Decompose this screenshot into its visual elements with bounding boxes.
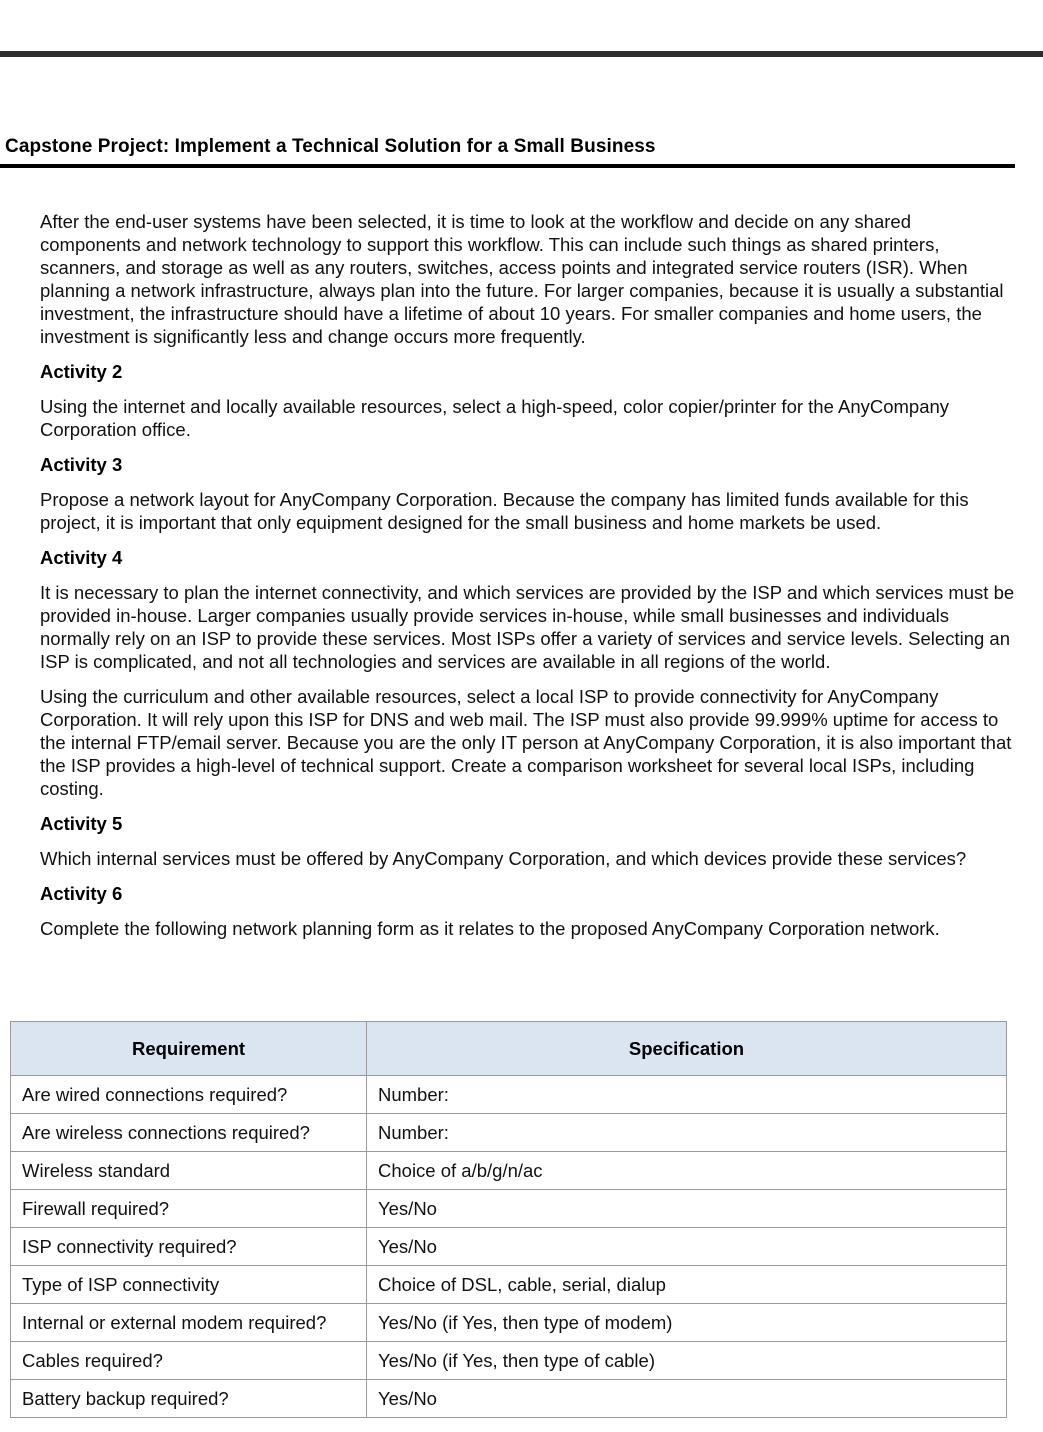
requirement-cell: Firewall required?	[11, 1190, 367, 1228]
activity-6-heading: Activity 6	[40, 883, 123, 904]
specification-cell[interactable]: Yes/No (if Yes, then type of cable)	[367, 1342, 1007, 1380]
specification-cell[interactable]: Yes/No	[367, 1380, 1007, 1418]
specification-cell[interactable]: Yes/No (if Yes, then type of modem)	[367, 1304, 1007, 1342]
specification-cell[interactable]: Yes/No	[367, 1190, 1007, 1228]
requirement-cell: Wireless standard	[11, 1152, 367, 1190]
specification-cell[interactable]: Number:	[367, 1076, 1007, 1114]
document-title: Capstone Project: Implement a Technical Solution for a Small Business	[5, 136, 656, 157]
activity-3-paragraph: Propose a network layout for AnyCompany Corporation. Because the company has limited funds available for this project, it is important that only equipment designed for the small business and home markets be used.	[40, 489, 969, 533]
table-row	[11, 1380, 1007, 1418]
table-row	[11, 1342, 1007, 1380]
table-row	[11, 1266, 1007, 1304]
requirement-cell: Are wireless connections required?	[11, 1114, 367, 1152]
table-row	[11, 1076, 1007, 1114]
network-planning-form	[10, 1021, 1007, 1418]
table-row	[11, 1304, 1007, 1342]
activity-3-heading: Activity 3	[40, 454, 123, 475]
activity-6-paragraph: Complete the following network planning form as it relates to the proposed AnyCompany Corporation network.	[40, 918, 940, 939]
activity-4-heading: Activity 4	[40, 547, 123, 568]
requirement-cell: ISP connectivity required?	[11, 1228, 367, 1266]
requirement-cell: Type of ISP connectivity	[11, 1266, 367, 1304]
table-header-row	[11, 1022, 1007, 1076]
table-row	[11, 1228, 1007, 1266]
table-row	[11, 1152, 1007, 1190]
document-body	[40, 210, 1015, 952]
specification-cell[interactable]: Choice of a/b/g/n/ac	[367, 1152, 1007, 1190]
header-specification: Specification	[367, 1022, 1007, 1076]
activity-2-heading: Activity 2	[40, 361, 123, 382]
activity-4-paragraph-1: It is necessary to plan the internet connectivity, and which services are provided by the ISP and which services must be provided in-house. Larger companies usually provide services in-house, while small businesses and individuals normally rely on an ISP to provide these services. Most ISPs offer a variety of services and service levels. Selecting an ISP is complicated, and not all technologies and services are available in all regions of the world.	[40, 582, 1015, 672]
intro-paragraph: After the end-user systems have been selected, it is time to look at the workflow and decide on any shared components and network technology to support this workflow. This can include such things as shared printers, scanners, and storage as well as any routers, switches, access points and integrated service routers (ISR). When planning a network infrastructure, always plan into the future. For larger companies, because it is usually a substantial investment, the infrastructure should have a lifetime of about 10 years. For smaller companies and home users, the investment is significantly less and change occurs more frequently.	[40, 211, 1004, 347]
requirement-cell: Cables required?	[11, 1342, 367, 1380]
activity-4-paragraph-2: Using the curriculum and other available resources, select a local ISP to provide connectivity for AnyCompany Corporation. It will rely upon this ISP for DNS and web mail. The ISP must also provide 99.999% uptime for access to the internal FTP/email server. Because you are the only IT person at AnyCompany Corporation, it is also important that the ISP provides a high-level of technical support. Create a comparison worksheet for several local ISPs, including costing.	[40, 686, 1012, 799]
top-divider-bar	[0, 51, 1043, 57]
table-row	[11, 1114, 1007, 1152]
header-requirement: Requirement	[11, 1022, 367, 1076]
title-underline-rule	[0, 164, 1015, 168]
table-row	[11, 1190, 1007, 1228]
specification-cell[interactable]: Choice of DSL, cable, serial, dialup	[367, 1266, 1007, 1304]
requirement-cell: Internal or external modem required?	[11, 1304, 367, 1342]
requirement-cell: Battery backup required?	[11, 1380, 367, 1418]
activity-5-paragraph: Which internal services must be offered by AnyCompany Corporation, and which devices provide these services?	[40, 848, 967, 869]
specification-cell[interactable]: Number:	[367, 1114, 1007, 1152]
activity-5-heading: Activity 5	[40, 813, 123, 834]
requirement-cell: Are wired connections required?	[11, 1076, 367, 1114]
planning-table	[10, 1021, 1007, 1418]
specification-cell[interactable]: Yes/No	[367, 1228, 1007, 1266]
activity-2-paragraph: Using the internet and locally available resources, select a high-speed, color copier/printer for the AnyCompany Corporation office.	[40, 396, 950, 440]
